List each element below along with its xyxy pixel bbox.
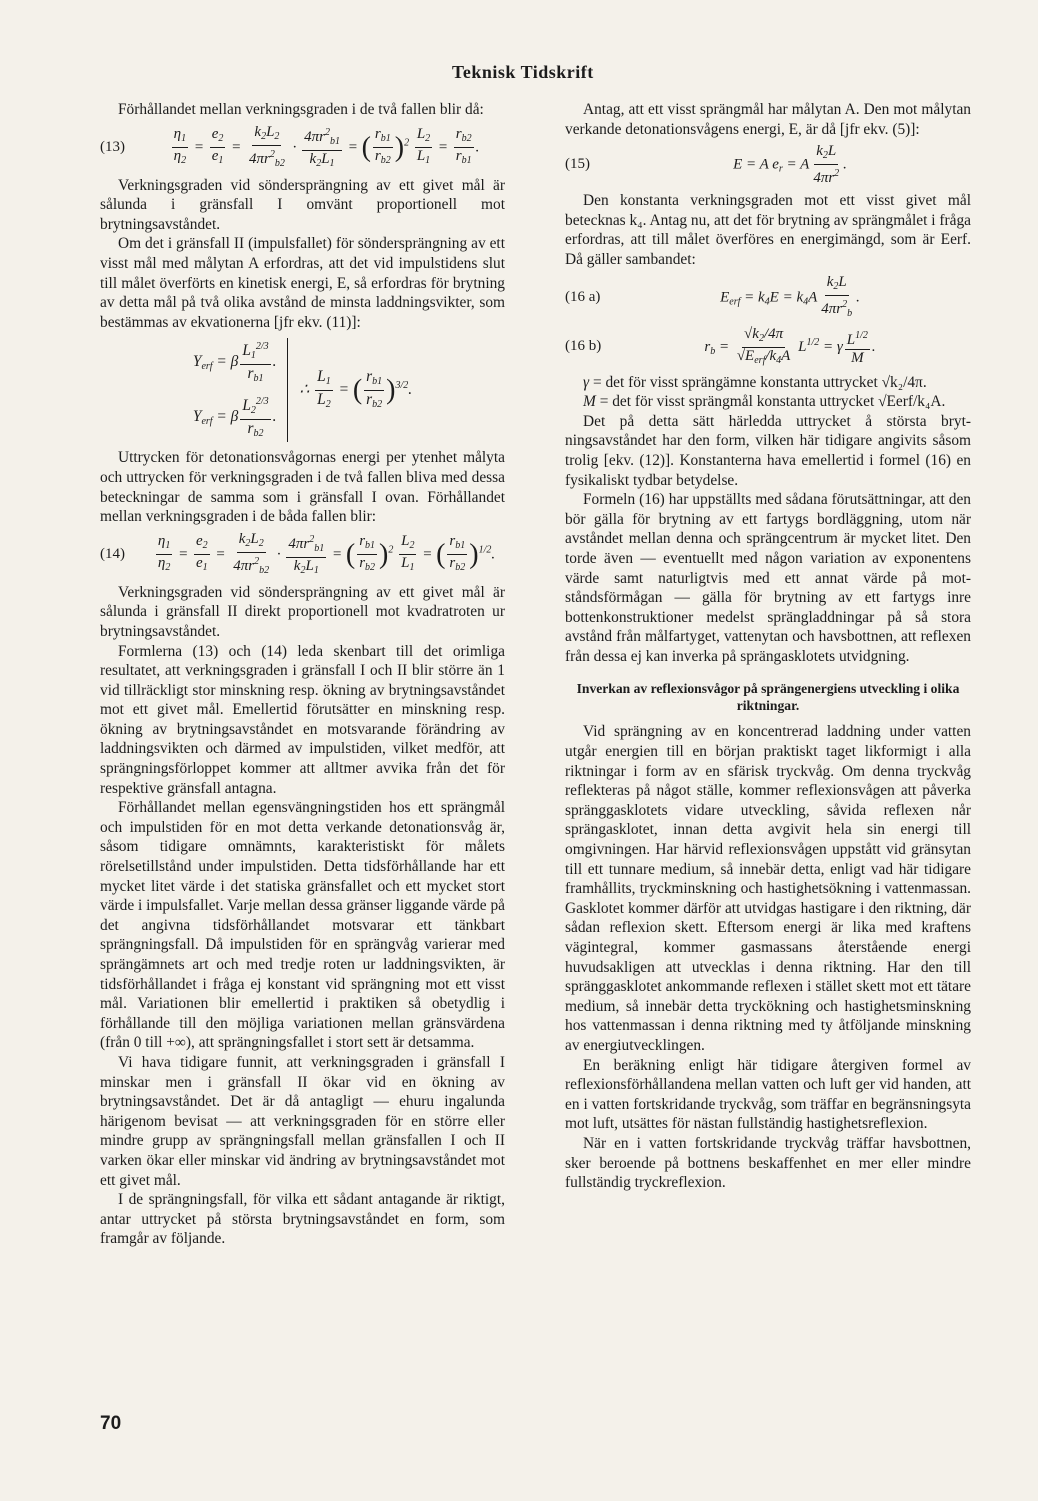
paragraph: I de sprängningsfall, för vilka ett sådant antagande är riktigt, antar uttrycket på största brytningsavståndet en form, som framgår av följande.	[100, 1191, 505, 1248]
equation-label: (16 b)	[565, 338, 602, 355]
paragraph: En beräkning enligt här tidigare återgiven formel av reflexionsförhållandena mellan vatten och luft ger vid handen, att en i vatten fortskridande tryckvåg, som träffar en begränsningsyta mot luft, utsättes för nästan fullständig hastighetsreflexion.	[565, 1056, 971, 1133]
paragraph: Förhållandet mellan verkningsgraden i de två fallen blir då:	[118, 101, 484, 118]
paragraph: Verkningsgraden vid söndersprängning av ett givet mål är sålunda i gränsfall II direkt proportionell mot kvadratroten ur brytningsavståndet.	[100, 583, 505, 640]
right-column	[565, 100, 971, 1193]
paragraph: Formlerna (13) och (14) leda skenbart till det orimliga resultatet, att verkningsgraden i gränsfall I och II blir större än 1 vid tillräckligt stor minskning resp. ökning av brytningsavståndet mot ett givet mål. Emellertid förutsätter en minskning resp. ökning av brytningsavståndet en motsvarande förändring av laddningsvikten och därmed av impulstiden, vilket medför, att sprängningsförloppet kommer att alltmer avvika från det för respektive gränsfall antagna.	[100, 642, 505, 797]
paragraph: Antag, att ett visst sprängmål har målytan A. Den mot målytan verkande detonationsvågens energi, E, är då [jfr ekv. (5)]:	[565, 101, 971, 138]
paragraph: Det på detta sätt härledda uttrycket å största brytningsavståndet har den form, vilken här tidigare angivits såsom trolig [ekv. (12)]. Konstanterna hava emellertid i formel (16) en fysikaliskt tydbar betydelse.	[565, 412, 971, 489]
section-heading: Inverkan av reflexionsvågor på sprängenergiens utveckling i olika riktningar.	[576, 681, 960, 714]
paragraph: Verkningsgraden vid söndersprängning av ett givet mål är sålunda i gränsfall I omvänt proportionell mot brytningsavståndet.	[100, 176, 505, 233]
left-column	[100, 100, 505, 1249]
header-title-1: Teknisk	[452, 62, 516, 82]
paragraph: Formeln (16) har uppställts med sådana förutsättningar, att den bör gälla för brytning av ett fartygs bordläggning, utom när avståndet mellan denna och sprängcentrum är mycket litet. Den torde även — eventuellt med någon variation av exponentens värde samt naturligtvis med ett annat värde på motståndsförmågan — gälla för brytning av ett fartygs inre bottenkonstruktioner medelst sprängladdningar på så stora avstånd från målfartyget, vattenytan och havsbottnen, att reflexen från dessa ej kan inverka på sprängasklotets utvidgning.	[565, 491, 971, 665]
definition-m: M = det för visst sprängmål konstanta uttrycket √Eerf/k₄A.	[583, 393, 946, 411]
definition-gamma: γ = det för visst sprängämne konstanta uttrycket √k₂/4π.	[583, 373, 927, 391]
paragraph: Uttrycken för detonationsvågornas energi per ytenhet målyta och uttrycken för verkningsgraden i de två fallen bliva med dessa beteckningar de samma som i gränsfall I ovan. Förhållandet mellan verkningsgraden i de båda fallen blir:	[100, 449, 505, 526]
equation-label: (16 a)	[565, 288, 601, 305]
equation-label: (15)	[565, 156, 590, 173]
equation-14: (14) $\frac{\eta_1}{\eta_2}$ = $\frac{e_2}{e_1}$ = $\frac{k_2L_2}{4\pi r^2_{b2}}$ · $\frac{4\pi r^2_{b1}}{k_2L_1}$ = ( $\frac{r_{b1}}{r_{b2}}$ )$^2$ $\frac{L_2}{L_1}$ = ( $\frac{r_{b1}}{r_{b2}}$ )$^{1/2}$.	[100, 530, 496, 576]
page-number: 70	[100, 1413, 122, 1434]
paragraph: Vid sprängning av en koncentrerad laddning under vatten utgår energien till en början praktiskt taget likformigt i alla riktningar i form av en sfärisk tryckvåg. Om denna tryckvåg reflekteras på något ställe, kommer reflexionsvågen att påverka spränggasklotets vidare utveckling, såvida reflexen når sprängasklotet, innan detta avgivit hela sin energi till omgivningen. Har härvid reflexionsvågen uppstått vid gränsytan till ett tunnare medium, så innebär detta, enligt vad här tidigare framhållits, tryckminskning och hastighetsökning i vattenmassan. Gasklotet kommer därför att utvidgas hastigare i den riktning, där sådan reflexion skett. Eftersom energi är lika med kraftens vägintegral, kommer gasmassans återstående energi huvudsakligen att utvecklas i denna riktning. Har den till spränggasklotet ankommande reflexen i stället skett mot ett tätare medium, så innebär detta tryckökning och hastighetsminskning hos vattenmassan i denna riktning med ty åtföljande minskning av energiutvecklingen.	[565, 723, 971, 1054]
equation-13: (13) $\frac{\eta_1}{\eta_2}$ = $\frac{e_2}{e_1}$ = $\frac{k_2L_2}{4\pi r^2_{b2}}$ · $\frac{4\pi r^2_{b1}}{k_2L_1}$ = ( $\frac{r_{b1}}{r_{b2}}$ )$^2$ $\frac{L_2}{L_1}$ = $\frac{r_{b2}}{r_{b1}}$ .	[100, 123, 480, 169]
equation-label: (14)	[100, 545, 125, 562]
paragraph: Vi hava tidigare funnit, att verkningsgraden i gränsfall I minskar men i gränsfall II ökar vid en ökning av brytningsavståndet. Det är då antagligt — ehuru ingalunda härigenom bevisat — att verkningsgraden för en större eller mindre grupp av sprängningsfall mellan gränsfallen I och II varken ökar eller minskar vid ändring av brytningsavståndet mot ett givet mål.	[100, 1053, 505, 1189]
equation-16a: (16 a) $E_{erf} = k_4E = k_4A$ $\frac{k_2L}{4\pi r^2_b}$ .	[565, 273, 860, 319]
paragraph: Förhållandet mellan egensvängningstiden hos ett sprängmål och impulstiden för en mot detta verkande detonationsvåg är, såsom tidigare omnämnts, karakteristiskt för målets rörelsetillstånd under impulstiden. Detta tidsförhållande har ett mycket litet värde i det statiska gränsfallet och ett mycket stort värde i impulsfallet. Varje mellan dessa gränser liggande värde på det angivna tidsförhållandet motsvarar ett tänkbart sprängningsfall. Då impulstiden för en sprängvåg varierar med sprängämnets art och med tredje roten ur laddningsvikten, är tidsförhållandet i fråga ej konstant vid sprängning mot ett visst mål. Variationen blir emellertid i praktiken så obetydlig i förhållande till den möjliga variationen mellan gränsvärdena (från 0 till +∞), att sprängningsfallet i stort sett är detsamma.	[100, 799, 505, 1052]
paragraph: Den konstanta verkningsgraden mot ett visst givet mål betecknas k₄. Antag nu, att det för brytning av sprängmålet i fråga erfordras, att till målet överföres en energimängd, som är Eerf. Då gäller sambandet:	[565, 192, 971, 268]
equation-label: (13)	[100, 138, 125, 155]
header-title-2: Tidskrift	[520, 62, 594, 82]
paragraph: Om det i gränsfall II (impulsfallet) för söndersprängning av ett visst mål med målytan A erfordras, att det vid impulstidens slut till målet överförts en kinetisk energi, E, så erfordras för brytning av detta mål på två olika avstånd de minsta laddningsvikter, som bestämmas av ekvationerna [jfr ekv. (11)]:	[100, 235, 505, 331]
equation-15: (15) E = A $e_r = A$ $\frac{k_2L}{4\pi r^2}$ .	[565, 143, 847, 187]
equation-16b: (16 b) $r_b$ = $\frac{√k_2/4\pi}{√E_{erf}/k_4A}$ $L^{1/2} = \gamma$ $\frac{L^{1/2}}{M}$ .	[565, 325, 876, 367]
journal-header	[452, 62, 594, 83]
paragraph: När en i vatten fortskridande tryckvåg träffar havsbottnen, sker beroende på bottnens beskaffenhet en mer eller mindre fullständig tryckreflexion.	[565, 1134, 971, 1192]
equation-11-system: $Y_{erf} = \beta$ $\frac{L_1^{2/3}}{r_{b1}}$ . $Y_{erf} = \beta$ $\frac{L_2^{2/3}}{r_{b2}}$ . ∴ $\frac{L_1}{L_2}$ = ( $\frac{r_{b1}}{r_{b2}}$ )$^{3/2}$.	[100, 338, 505, 442]
